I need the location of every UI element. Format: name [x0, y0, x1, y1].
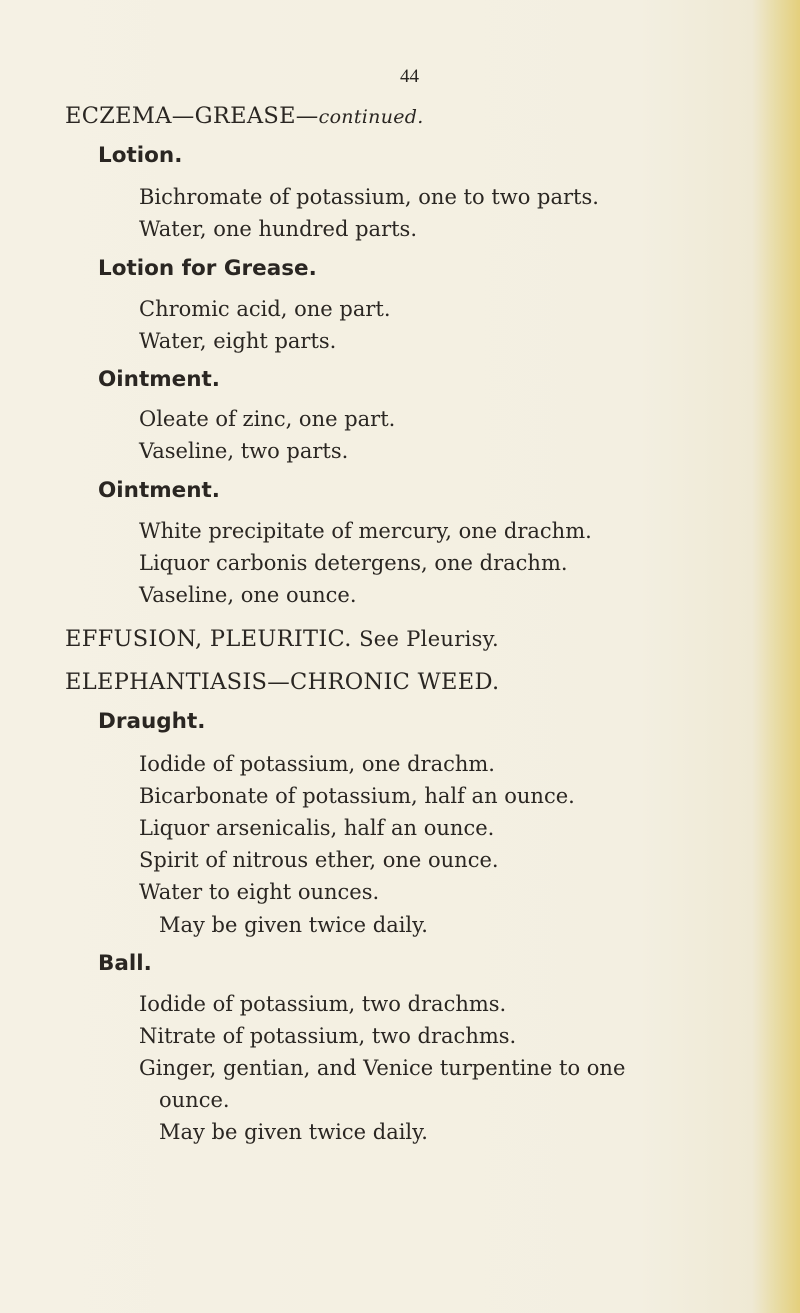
section-heading-eczema-grease: ECZEMA—GREASE—continued. [65, 103, 424, 129]
recipe-line: Oleate of zinc, one part. [139, 407, 396, 431]
recipe-line-continuation: ounce. [159, 1088, 230, 1112]
subheading-ointment: Ointment. [98, 478, 220, 503]
recipe-line: Vaseline, one ounce. [139, 583, 357, 607]
recipe-line: Chromic acid, one part. [139, 297, 391, 321]
dosage-note: May be given twice daily. [159, 913, 428, 937]
subheading-lotion: Lotion. [98, 143, 183, 168]
recipe-line: Bichromate of potassium, one to two parts. [139, 185, 599, 209]
recipe-line: Water to eight ounces. [139, 880, 380, 904]
page-number: 44 [400, 66, 419, 87]
recipe-line: White precipitate of mercury, one drachm. [139, 519, 592, 543]
subheading-lotion-for-grease: Lotion for Grease. [98, 256, 317, 281]
recipe-line: Nitrate of potassium, two drachms. [139, 1024, 517, 1048]
recipe-line: Liquor arsenicalis, half an ounce. [139, 816, 495, 840]
recipe-line: Iodide of potassium, two drachms. [139, 992, 507, 1016]
cross-reference: See Pleurisy. [359, 627, 500, 651]
recipe-line: Liquor carbonis detergens, one drachm. [139, 551, 568, 575]
continued-note: continued. [318, 106, 424, 128]
recipe-line: Spirit of nitrous ether, one ounce. [139, 848, 499, 872]
recipe-line: Water, one hundred parts. [139, 217, 417, 241]
section-heading-elephantiasis: ELEPHANTIASIS—CHRONIC WEED. [65, 669, 500, 695]
subheading-ointment: Ointment. [98, 367, 220, 392]
recipe-line: Bicarbonate of potassium, half an ounce. [139, 784, 575, 808]
subheading-draught: Draught. [98, 709, 206, 734]
recipe-line: Ginger, gentian, and Venice turpentine to one [139, 1056, 626, 1080]
section-heading-effusion: EFFUSION, PLEURITIC. See Pleurisy. [65, 626, 500, 652]
recipe-line: Vaseline, two parts. [139, 439, 349, 463]
recipe-line: Water, eight parts. [139, 329, 337, 353]
recipe-line: Iodide of potassium, one drachm. [139, 752, 495, 776]
subheading-ball: Ball. [98, 951, 152, 976]
dosage-note: May be given twice daily. [159, 1120, 428, 1144]
